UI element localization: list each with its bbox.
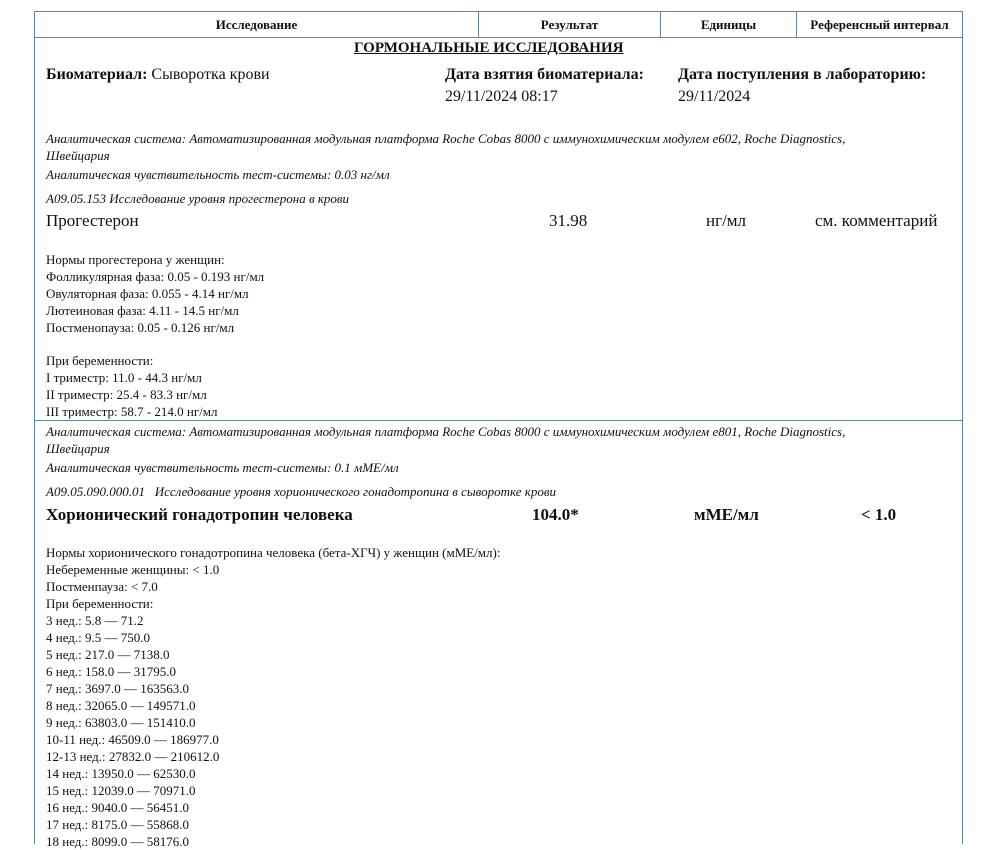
biomaterial-line bbox=[46, 66, 270, 84]
norm-line: Нормы прогестерона у женщин: bbox=[46, 252, 225, 267]
hcg-norms bbox=[46, 544, 500, 850]
biomaterial-value: Сыворотка крови bbox=[151, 66, 270, 83]
norm-line: При беременности: bbox=[46, 353, 154, 368]
norm-line: Нормы хорионического гонадотропина человека (бета-ХГЧ) у женщин (мМЕ/мл): bbox=[46, 545, 501, 560]
norm-line: 8 нед.: 32065.0 — 149571.0 bbox=[46, 698, 196, 713]
progesterone-norms bbox=[46, 251, 264, 336]
collection-date-label: Дата взятия биоматериала: bbox=[445, 66, 644, 83]
column-header-study: Исследование bbox=[34, 11, 479, 38]
norm-line: 18 нед.: 8099.0 — 58176.0 bbox=[46, 834, 190, 849]
received-date-value: 29/11/2024 bbox=[678, 88, 751, 105]
norm-line: 7 нед.: 3697.0 — 163563.0 bbox=[46, 681, 190, 696]
hcg-name: Хорионический гонадотропин человека bbox=[46, 505, 353, 524]
norm-line: Постменпауза: < 7.0 bbox=[46, 579, 158, 594]
hcg-analytical-system: Аналитическая система: Автоматизированная модульная платформа Roche Cobas 8000 с иммунохимическим модулем e801, Roche Diagnostics, bbox=[46, 424, 846, 439]
progesterone-test-code: A09.05.153 Исследование уровня прогестерона в крови bbox=[46, 191, 350, 206]
progesterone-reference: см. комментарий bbox=[815, 211, 938, 230]
received-date-label: Дата поступления в лабораторию: bbox=[678, 66, 927, 83]
table-border-left bbox=[34, 37, 35, 844]
progesterone-sensitivity: Аналитическая чувствительность тест-системы: 0.03 нг/мл bbox=[46, 167, 390, 182]
norm-line: 12-13 нед.: 27832.0 — 210612.0 bbox=[46, 749, 220, 764]
norm-line: Овуляторная фаза: 0.055 - 4.14 нг/мл bbox=[46, 286, 249, 301]
norm-line: II триместр: 25.4 - 83.3 нг/мл bbox=[46, 387, 207, 402]
norm-line: I триместр: 11.0 - 44.3 нг/мл bbox=[46, 370, 202, 385]
table-border-right bbox=[962, 37, 963, 844]
hcg-analytical-system-cont: Швейцария bbox=[46, 441, 110, 456]
row-separator bbox=[34, 420, 963, 421]
norm-line: 10-11 нед.: 46509.0 — 186977.0 bbox=[46, 732, 219, 747]
hcg-reference: < 1.0 bbox=[861, 505, 897, 524]
norm-line: 9 нед.: 63803.0 — 151410.0 bbox=[46, 715, 196, 730]
hcg-units: мМЕ/мл bbox=[694, 505, 759, 524]
norm-line: III триместр: 58.7 - 214.0 нг/мл bbox=[46, 404, 218, 419]
norm-line: Лютеиновая фаза: 4.11 - 14.5 нг/мл bbox=[46, 303, 239, 318]
hcg-test-code: A09.05.090.000.01 Исследование уровня хорионического гонадотропина в сыворотке крови bbox=[46, 484, 557, 499]
column-header-result: Результат bbox=[478, 11, 661, 38]
norm-line: 15 нед.: 12039.0 — 70971.0 bbox=[46, 783, 196, 798]
norm-line: При беременности: bbox=[46, 596, 154, 611]
norm-line: 16 нед.: 9040.0 — 56451.0 bbox=[46, 800, 190, 815]
section-title: ГОРМОНАЛЬНЫЕ ИССЛЕДОВАНИЯ bbox=[354, 40, 624, 56]
norm-line: 5 нед.: 217.0 — 7138.0 bbox=[46, 647, 170, 662]
norm-line: 4 нед.: 9.5 — 750.0 bbox=[46, 630, 151, 645]
norm-line: Фолликулярная фаза: 0.05 - 0.193 нг/мл bbox=[46, 269, 265, 284]
progesterone-result: 31.98 bbox=[549, 211, 588, 230]
progesterone-analytical-system-cont: Швейцария bbox=[46, 148, 110, 163]
column-header-units: Единицы bbox=[660, 11, 797, 38]
norm-line: Небеременные женщины: < 1.0 bbox=[46, 562, 220, 577]
norm-line: Постменопауза: 0.05 - 0.126 нг/мл bbox=[46, 320, 235, 335]
hcg-sensitivity: Аналитическая чувствительность тест-системы: 0.1 мМЕ/мл bbox=[46, 460, 399, 475]
progesterone-units: нг/мл bbox=[706, 211, 747, 230]
progesterone-name: Прогестерон bbox=[46, 211, 139, 230]
progesterone-pregnancy-norms bbox=[46, 352, 218, 420]
collection-date-value: 29/11/2024 08:17 bbox=[445, 88, 558, 105]
progesterone-analytical-system: Аналитическая система: Автоматизированная модульная платформа Roche Cobas 8000 с иммунохимическим модулем e602, Roche Diagnostics, bbox=[46, 131, 846, 146]
norm-line: 17 нед.: 8175.0 — 55868.0 bbox=[46, 817, 190, 832]
biomaterial-label: Биоматериал: bbox=[46, 66, 148, 83]
norm-line: 3 нед.: 5.8 — 71.2 bbox=[46, 613, 144, 628]
norm-line: 14 нед.: 13950.0 — 62530.0 bbox=[46, 766, 196, 781]
column-header-reference: Референсный интервал bbox=[796, 11, 963, 38]
norm-line: 6 нед.: 158.0 — 31795.0 bbox=[46, 664, 177, 679]
hcg-result: 104.0* bbox=[532, 505, 579, 524]
